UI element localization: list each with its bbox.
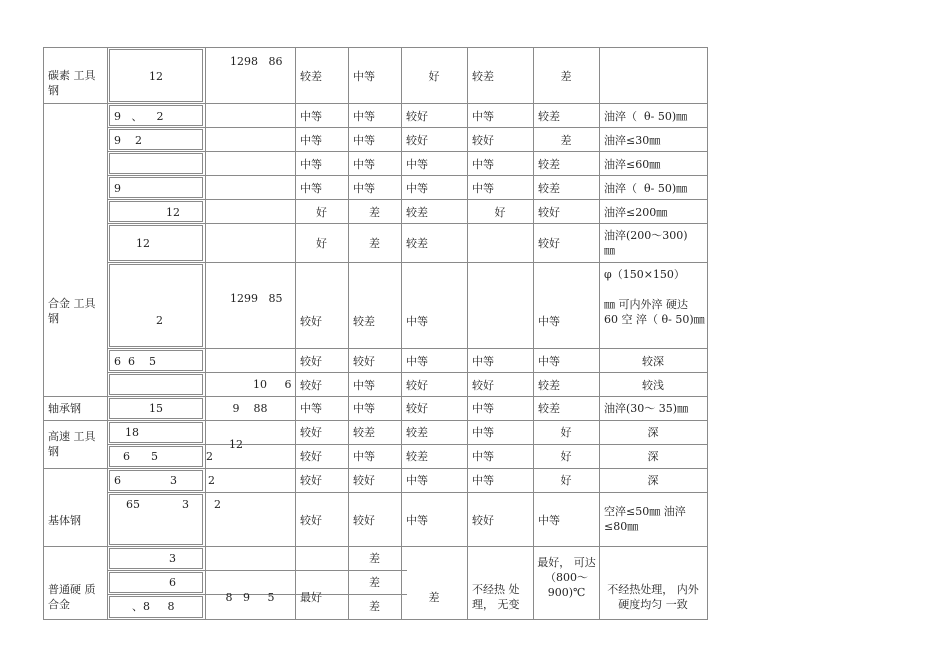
- heat-treat-cell: 12: [229, 437, 243, 451]
- prop-cell: 中等: [353, 157, 375, 171]
- grade-cell: 6 5: [123, 449, 158, 463]
- prop-cell: 好: [316, 205, 327, 219]
- prop-cell: 较好: [300, 354, 322, 368]
- prop-cell: 中等: [300, 401, 322, 415]
- prop-cell: 较好: [538, 236, 560, 250]
- prop-cell: 较差: [472, 69, 494, 83]
- prop-cell: 好: [560, 449, 572, 463]
- prop-cell: 较差: [406, 449, 428, 463]
- prop-cell: 较差: [538, 378, 560, 392]
- prop-cell: 较好: [353, 513, 375, 527]
- prop-cell: 较好: [406, 109, 428, 123]
- grade-cell: 15: [149, 401, 163, 415]
- prop-cell: 中等: [353, 378, 375, 392]
- prop-cell: 较差: [353, 425, 375, 439]
- prop-cell: 中等: [353, 401, 375, 415]
- prop-cell: 好: [316, 236, 327, 250]
- prop-cell: 中等: [353, 69, 375, 83]
- note-cell: 油淬（ θ- 50)㎜: [604, 109, 688, 123]
- note-cell: 深: [647, 473, 659, 487]
- prop-cell: 中等: [538, 314, 560, 328]
- heat-treat-cell: 2: [208, 473, 215, 487]
- grade-cell: 2: [156, 313, 163, 327]
- prop-cell: 中等: [472, 401, 494, 415]
- material-alloy-tool-steel: 合金 工具钢: [48, 297, 96, 325]
- note-cell: 油淬≤200㎜: [604, 205, 668, 219]
- prop-cell: 较好: [353, 473, 375, 487]
- prop-cell: 差: [560, 69, 572, 83]
- note-cell: 油淬(200～300)㎜: [604, 229, 688, 257]
- prop-cell: 中等: [472, 449, 494, 463]
- heat-treat-cell: 2: [214, 497, 221, 511]
- grade-cell: 12: [136, 236, 150, 250]
- prop-cell: 中等: [300, 181, 322, 195]
- note-cell: 空淬≤50㎜ 油淬≤80㎜: [604, 505, 686, 533]
- prop-cell: 中等: [472, 354, 494, 368]
- note-cell: 深: [647, 449, 659, 463]
- note-cell: 较浅: [642, 378, 664, 392]
- grade-cell: 6: [169, 575, 176, 589]
- prop-cell: 较好: [406, 401, 428, 415]
- prop-cell: 好: [560, 473, 572, 487]
- grade-cell: [110, 156, 202, 172]
- note-cell: 油淬(30～ 35)㎜: [604, 401, 689, 415]
- grade-cell: 12: [149, 69, 163, 83]
- prop-cell: 不经热 处理， 无变: [472, 583, 520, 611]
- prop-cell: 中等: [353, 133, 375, 147]
- prop-cell: 中等: [353, 449, 375, 463]
- prop-cell: 中等: [300, 109, 322, 123]
- note-cell: 油淬≤60㎜: [604, 157, 661, 171]
- note-cell: 不经热处理， 内外硬度均匀 一致: [607, 583, 699, 611]
- heat-treat-cell: 1299 85: [230, 291, 283, 305]
- prop-cell: 差: [369, 551, 380, 565]
- grade-cell: 6 6 5: [114, 354, 156, 368]
- prop-cell: 较差: [353, 314, 375, 328]
- prop-cell: 中等: [472, 425, 494, 439]
- prop-cell: 中等: [353, 109, 375, 123]
- prop-cell: 差: [369, 575, 380, 589]
- prop-cell: 较好: [300, 473, 322, 487]
- prop-cell: 较好: [406, 133, 428, 147]
- prop-cell: 较差: [406, 236, 428, 250]
- prop-cell: 中等: [538, 513, 560, 527]
- grade-cell: 6 3: [114, 473, 177, 487]
- prop-cell: 差: [369, 236, 380, 250]
- prop-cell: 中等: [406, 513, 428, 527]
- note-cell: 深: [647, 425, 659, 439]
- heat-treat-cell: 1298 86: [230, 54, 283, 68]
- material-cemented-carbide: 普通硬 质合金: [48, 583, 96, 611]
- prop-cell: 较差: [538, 401, 560, 415]
- prop-cell: 差: [560, 133, 572, 147]
- grade-cell: 65 3: [126, 497, 189, 511]
- prop-cell: 中等: [406, 354, 428, 368]
- prop-cell: 差: [428, 590, 440, 604]
- prop-cell: 较好: [300, 378, 322, 392]
- grade-cell: 9: [114, 181, 121, 195]
- heat-treat-cell: 8 9 5: [225, 590, 275, 604]
- grade-cell: 9 、 2: [114, 109, 164, 123]
- grade-cell: 9 2: [114, 133, 142, 147]
- prop-cell: 中等: [538, 354, 560, 368]
- prop-cell: 较好: [472, 513, 494, 527]
- prop-cell: 最好: [300, 590, 322, 604]
- prop-cell: 较好: [406, 378, 428, 392]
- material-carbon-tool-steel: 碳素 工具钢: [48, 69, 96, 97]
- prop-cell: 较好: [300, 314, 322, 328]
- prop-cell: 中等: [472, 157, 494, 171]
- heat-treat-cell: 10 6: [253, 377, 292, 391]
- prop-cell: 好: [494, 205, 506, 219]
- prop-cell: 较好: [353, 354, 375, 368]
- prop-cell: 中等: [300, 157, 322, 171]
- note-cell-line1: φ（150×150）: [604, 267, 685, 281]
- prop-cell: 最好， 可达（800～ 900)℃: [537, 556, 596, 599]
- prop-cell: 中等: [406, 157, 428, 171]
- heat-treat-cell: 9 88: [232, 401, 268, 415]
- grade-cell: 3: [169, 551, 176, 565]
- prop-cell: 较差: [406, 425, 428, 439]
- note-cell: ㎜ 可内外淬 硬达 60 空 淬（ θ- 50)㎜: [604, 298, 705, 326]
- prop-cell: 较差: [538, 157, 560, 171]
- prop-cell: 差: [369, 205, 380, 219]
- prop-cell: 中等: [406, 473, 428, 487]
- note-cell: 油淬≤30㎜: [604, 133, 661, 147]
- prop-cell: 好: [428, 69, 440, 83]
- prop-cell: 较好: [472, 133, 494, 147]
- prop-cell: 中等: [300, 133, 322, 147]
- note-cell: 较深: [642, 354, 664, 368]
- prop-cell: 较好: [300, 449, 322, 463]
- prop-cell: 中等: [472, 181, 494, 195]
- heat-treat-cell: 2: [206, 449, 213, 463]
- grade-cell: 18: [125, 425, 139, 439]
- prop-cell: 中等: [406, 181, 428, 195]
- prop-cell: 较好: [300, 425, 322, 439]
- prop-cell: 中等: [472, 109, 494, 123]
- grade-cell: [110, 377, 202, 393]
- prop-cell: 较差: [406, 205, 428, 219]
- note-cell: 油淬（ θ- 50)㎜: [604, 181, 688, 195]
- prop-cell: 较差: [300, 69, 322, 83]
- prop-cell: 中等: [472, 473, 494, 487]
- prop-cell: 较差: [538, 181, 560, 195]
- prop-cell: 好: [560, 425, 572, 439]
- material-matrix-steel: 基体钢: [48, 514, 81, 527]
- prop-cell: 较好: [472, 378, 494, 392]
- prop-cell: 中等: [353, 181, 375, 195]
- prop-cell: 较好: [300, 513, 322, 527]
- grade-cell: 12: [166, 205, 180, 219]
- prop-cell: 中等: [406, 314, 428, 328]
- material-bearing-steel: 轴承钢: [48, 402, 81, 415]
- grade-cell: 、8 8: [132, 599, 175, 613]
- material-high-speed-tool-steel: 高速 工具钢: [48, 430, 96, 458]
- prop-cell: 差: [369, 599, 380, 613]
- prop-cell: 较好: [538, 205, 560, 219]
- prop-cell: 较差: [538, 109, 560, 123]
